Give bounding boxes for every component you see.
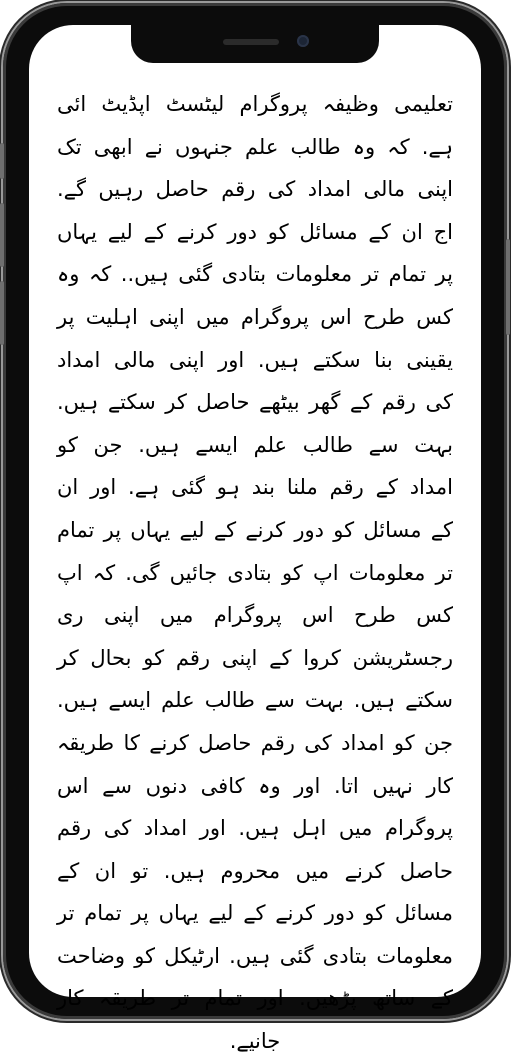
silent-switch bbox=[0, 143, 4, 179]
speaker-grille bbox=[223, 39, 279, 45]
power-button bbox=[506, 239, 510, 335]
volume-down-button bbox=[0, 281, 4, 345]
article-text: تعلیمی وظیفہ پروگرام لیٹسٹ اپڈیٹ ائی ہے. کہ وہ طالب علم جنہوں نے ابھی تک اپنی مالی امداد کی رقم حاصل رہیں گے. اج ان کے مسائل کو دور کرنے کے لیے یہاں پر تمام تر معلومات بتادی گئی ہیں.. کہ وہ کس طرح اس پروگرام میں اپنی اہلیت پر یقینی بنا سکتے ہیں. اور اپنی مالی امداد کی رقم کے گھر بیٹھے حاصل کر سکتے ہیں. بہت سے طالب علم ایسے ہیں. جن کو امداد کے رقم ملنا بند ہو گئی ہے. اور ان کے مسائل کو دور کرنے کے لیے یہاں پر تمام تر معلومات اپ کو بتادی جائیں گی. کہ اپ کس طرح اس پروگرام میں اپنی ری رجسٹریشن کروا کے اپنی رقم کو بحال کر سکتے ہیں. بہت سے طالب علم ایسے ہیں. جن کو امداد کی رقم حاصل کرنے کا طریقہ کار نہیں اتا. اور وہ کافی دنوں سے اس پروگرام میں اہل ہیں. اور امداد کی رقم حاصل کرنے میں محروم ہیں. تو ان کے مسائل کو دور کرنے کے لیے یہاں پر تمام تر معلومات بتادی گئی ہیں. ارٹیکل کو وضاحت کے ساتھ پڑھیں. اور تمام تر طریقہ کار جانیے. bbox=[57, 92, 453, 1054]
notch bbox=[131, 25, 379, 63]
phone-frame bbox=[3, 3, 507, 1054]
front-camera-icon bbox=[297, 35, 309, 47]
phone-screen bbox=[29, 25, 481, 1054]
volume-up-button bbox=[0, 203, 4, 267]
